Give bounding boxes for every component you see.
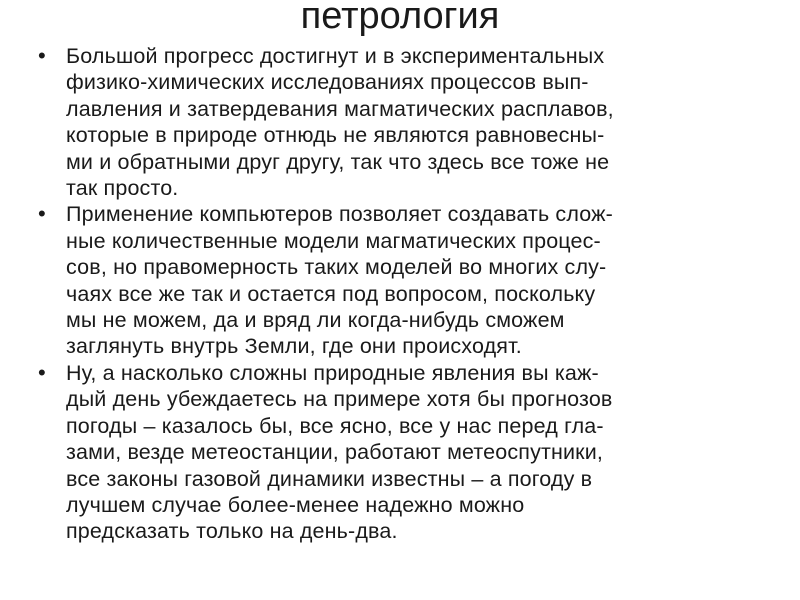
bullet-2-line-6: заглянуть внутрь Земли, где они происходят. bbox=[66, 334, 522, 359]
bullet-1-line-1: Большой прогресс достигнут и в экспериментальных bbox=[66, 44, 605, 68]
bullet-1-line-2: физико-химических исследованиях процессов вып- bbox=[66, 70, 589, 95]
bullet-2-line-5: мы не можем, да и вряд ли когда-нибудь сможем bbox=[66, 308, 565, 333]
bullet-3-line-1: Ну, а насколько сложны природные явления вы каж- bbox=[66, 360, 599, 385]
bullet-list bbox=[36, 43, 748, 545]
bullet-2-line-4: чаях все же так и остается под вопросом, поскольку bbox=[66, 281, 596, 306]
bullet-1-line-5: ми и обратными друг другу, так что здесь все тоже не bbox=[66, 149, 610, 174]
bullet-3-line-5: все законы газовой динамики известны – а погоду в bbox=[66, 466, 593, 491]
bullet-3-line-4: зами, везде метеостанции, работают метеоспутники, bbox=[66, 440, 603, 465]
bullet-1-line-4: которые в природе отнюдь не являются равновесны- bbox=[66, 123, 605, 148]
bullet-3-line-2: дый день убеждаетесь на примере хотя бы прогнозов bbox=[66, 387, 613, 412]
bullet-3-line-6: лучшем случае более-менее надежно можно bbox=[66, 492, 525, 517]
bullet-dot-icon: • bbox=[38, 359, 46, 385]
bullet-2-line-3: сов, но правомерность таких моделей во многих слу- bbox=[66, 255, 607, 280]
bullet-1-line-6: так просто. bbox=[66, 176, 179, 201]
bullet-3-line-3: погоды – казалось бы, все ясно, все у нас перед гла- bbox=[66, 413, 604, 438]
bullet-item-2 bbox=[36, 201, 748, 359]
bullet-item-3 bbox=[36, 360, 748, 545]
bullet-dot-icon: • bbox=[38, 43, 46, 68]
bullet-item-1 bbox=[36, 43, 748, 201]
bullet-1-line-3: лавления и затвердевания магматических расплавов, bbox=[66, 96, 614, 121]
bullet-2-line-1: Применение компьютеров позволяет создавать слож- bbox=[66, 202, 613, 227]
bullet-3-line-7: предсказать только на день-два. bbox=[66, 519, 398, 544]
slide-title: петрология bbox=[300, 0, 500, 37]
bullet-dot-icon: • bbox=[38, 201, 46, 227]
bullet-2-line-2: ные количественные модели магматических процес- bbox=[66, 228, 601, 253]
